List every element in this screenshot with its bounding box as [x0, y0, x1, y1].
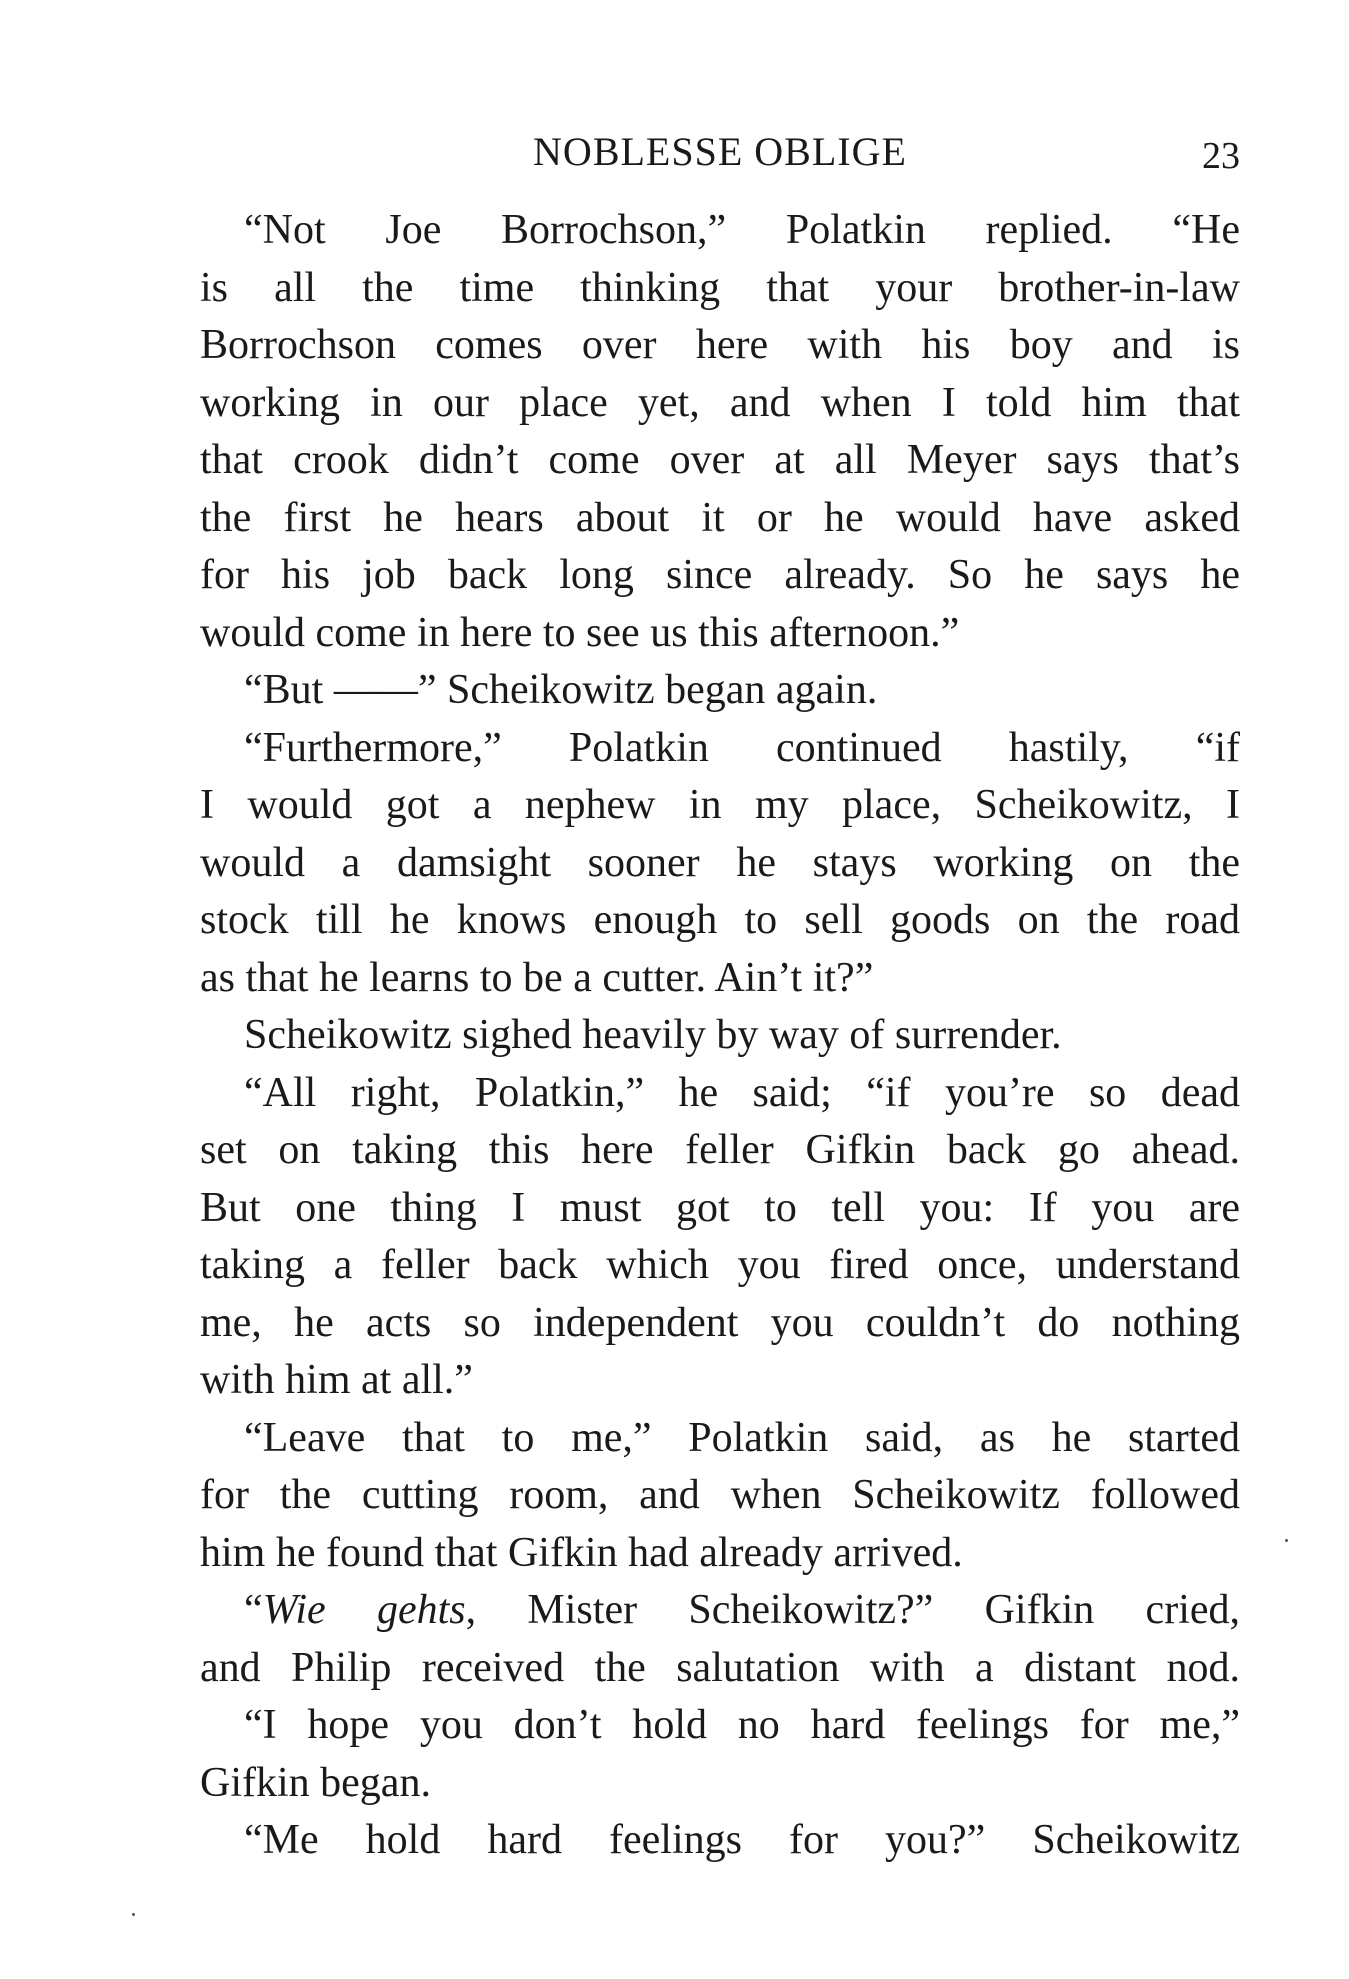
text-line: taking a feller back which you fired once, understand [200, 1242, 1240, 1288]
text-line: Scheikowitz sighed heavily by way of surrender. [244, 1012, 1062, 1058]
text-line: and Philip received the salutation with a distant nod. [200, 1644, 1240, 1691]
line-remainder: , Mister Scheikowitz?” Gifkin cried, [465, 1587, 1241, 1633]
text-line: would a damsight sooner he stays working on the [200, 839, 1240, 886]
italic-phrase: Wie gehts [262, 1587, 466, 1633]
text-line: set on taking this here feller Gifkin back go ahead. [200, 1127, 1240, 1173]
text-line: for his job back long since already. So he says he [200, 552, 1240, 598]
text-line: the first he hears about it or he would have asked [200, 494, 1240, 541]
text-line: I would got a nephew in my place, Scheikowitz, I [200, 782, 1240, 828]
text-line: “Me hold hard feelings for you?” Scheikowitz [244, 1817, 1240, 1863]
text-line: “Not Joe Borrochson,” Polatkin replied. “He [244, 207, 1240, 253]
text-line: “But ——” Scheikowitz began again. [244, 667, 878, 713]
text-line: “Furthermore,” Polatkin continued hastily, “if [244, 724, 1240, 771]
running-title: NOBLESSE OBLIGE [533, 129, 907, 174]
page-number: 23 [1202, 135, 1240, 177]
open-quote: “ [244, 1587, 263, 1633]
body-text [200, 202, 1240, 1870]
text-line: with him at all.” [200, 1357, 473, 1403]
text-line: “Leave that to me,” Polatkin said, as he started [244, 1414, 1240, 1461]
text-line: me, he acts so independent you couldn’t do nothing [200, 1299, 1240, 1346]
paper-speck [1285, 1539, 1288, 1542]
text-line: But one thing I must got to tell you: If you are [200, 1184, 1240, 1231]
text-line: “All right, Polatkin,” he said; “if you’re so dead [244, 1069, 1240, 1116]
text-line: as that he learns to be a cutter. Ain’t it?” [200, 954, 874, 1001]
page-header [200, 128, 1240, 188]
text-line: him he found that Gifkin had already arrived. [200, 1529, 963, 1576]
text-line: Gifkin began. [200, 1759, 431, 1806]
text-line: Borrochson comes over here with his boy and is [200, 322, 1240, 368]
text-line: is all the time thinking that your brother-in-law [200, 264, 1240, 311]
text-line: “I hope you don’t hold no hard feelings for me,” [244, 1702, 1240, 1748]
paper-speck [132, 1913, 135, 1916]
text-line: for the cutting room, and when Scheikowitz followed [200, 1472, 1240, 1518]
text-line-with-italic [200, 1582, 1240, 1640]
text-line: working in our place yet, and when I told him that [200, 379, 1240, 426]
text-line: that crook didn’t come over at all Meyer says that’s [200, 437, 1240, 483]
text-line: would come in here to see us this afternoon.” [200, 609, 960, 656]
text-line: stock till he knows enough to sell goods on the road [200, 897, 1240, 943]
